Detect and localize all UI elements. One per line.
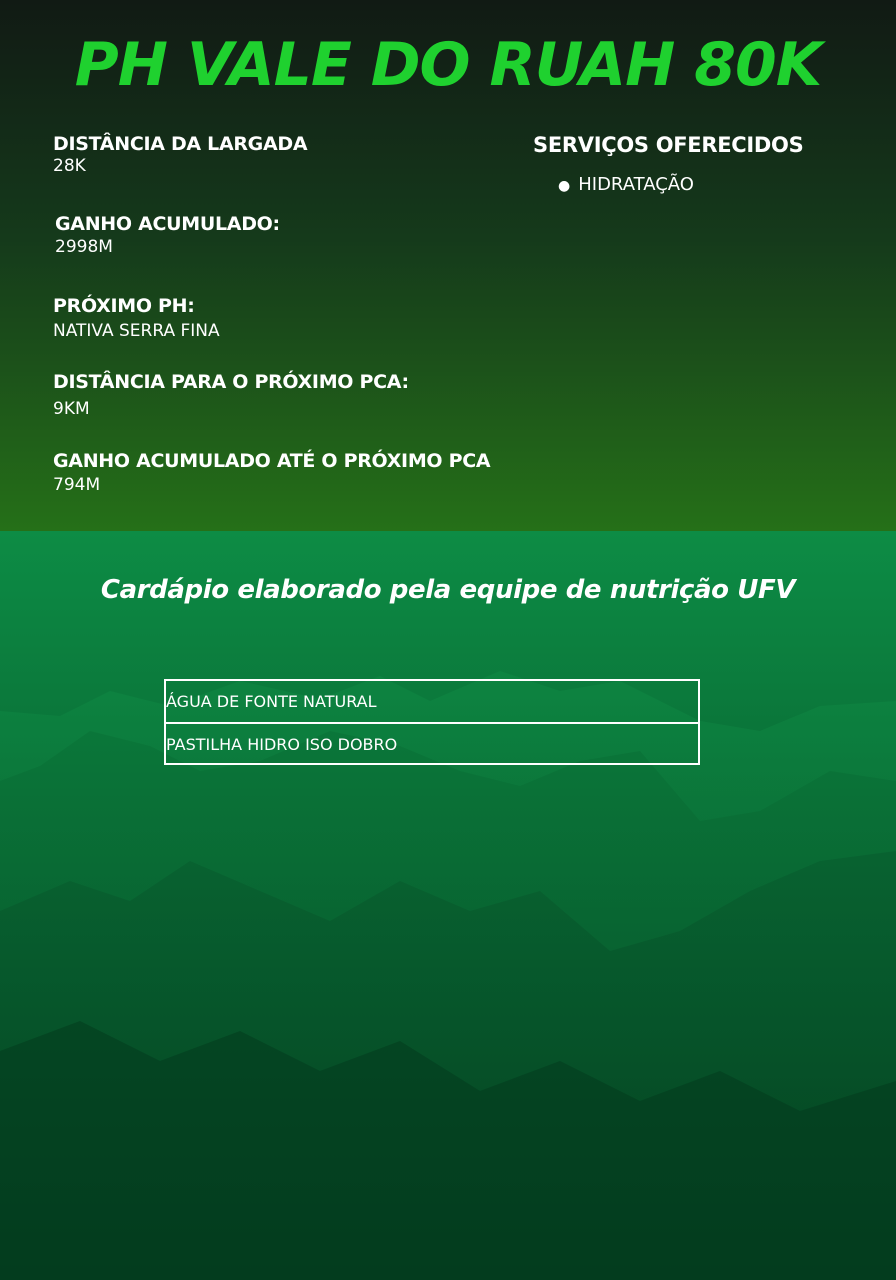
menu-item: PASTILHA HIDRO ISO DOBRO (166, 722, 698, 763)
info-label-distance-next-pca: DISTÂNCIA PARA O PRÓXIMO PCA: (53, 371, 409, 393)
mountain-background-image (0, 531, 896, 1280)
info-label-next-ph: PRÓXIMO PH: (53, 295, 195, 317)
menu-section (0, 531, 896, 1280)
info-value-gain-next-pca: 794M (53, 475, 101, 495)
menu-subtitle: Cardápio elaborado pela equipe de nutrição UFV (100, 575, 796, 605)
page-title: PH VALE DO RUAH 80K (74, 30, 822, 100)
services-list (558, 174, 694, 195)
services-title: SERVIÇOS OFERECIDOS (533, 133, 804, 157)
bullet-icon: ● (558, 178, 571, 194)
info-value-next-ph: NATIVA SERRA FINA (53, 321, 220, 341)
info-label-elevation-gain: GANHO ACUMULADO: (55, 213, 280, 235)
menu-table (164, 679, 700, 765)
info-value-elevation-gain: 2998M (55, 237, 113, 257)
header-section (0, 0, 896, 531)
info-value-distance-next-pca: 9KM (53, 399, 90, 419)
info-label-distance-start: DISTÂNCIA DA LARGADA (53, 133, 308, 155)
service-item (558, 174, 694, 195)
service-item-label: HIDRATAÇÃO (578, 174, 694, 195)
info-value-distance-start: 28K (53, 156, 86, 176)
info-label-gain-next-pca: GANHO ACUMULADO ATÉ O PRÓXIMO PCA (53, 450, 491, 472)
menu-item: ÁGUA DE FONTE NATURAL (166, 692, 377, 711)
